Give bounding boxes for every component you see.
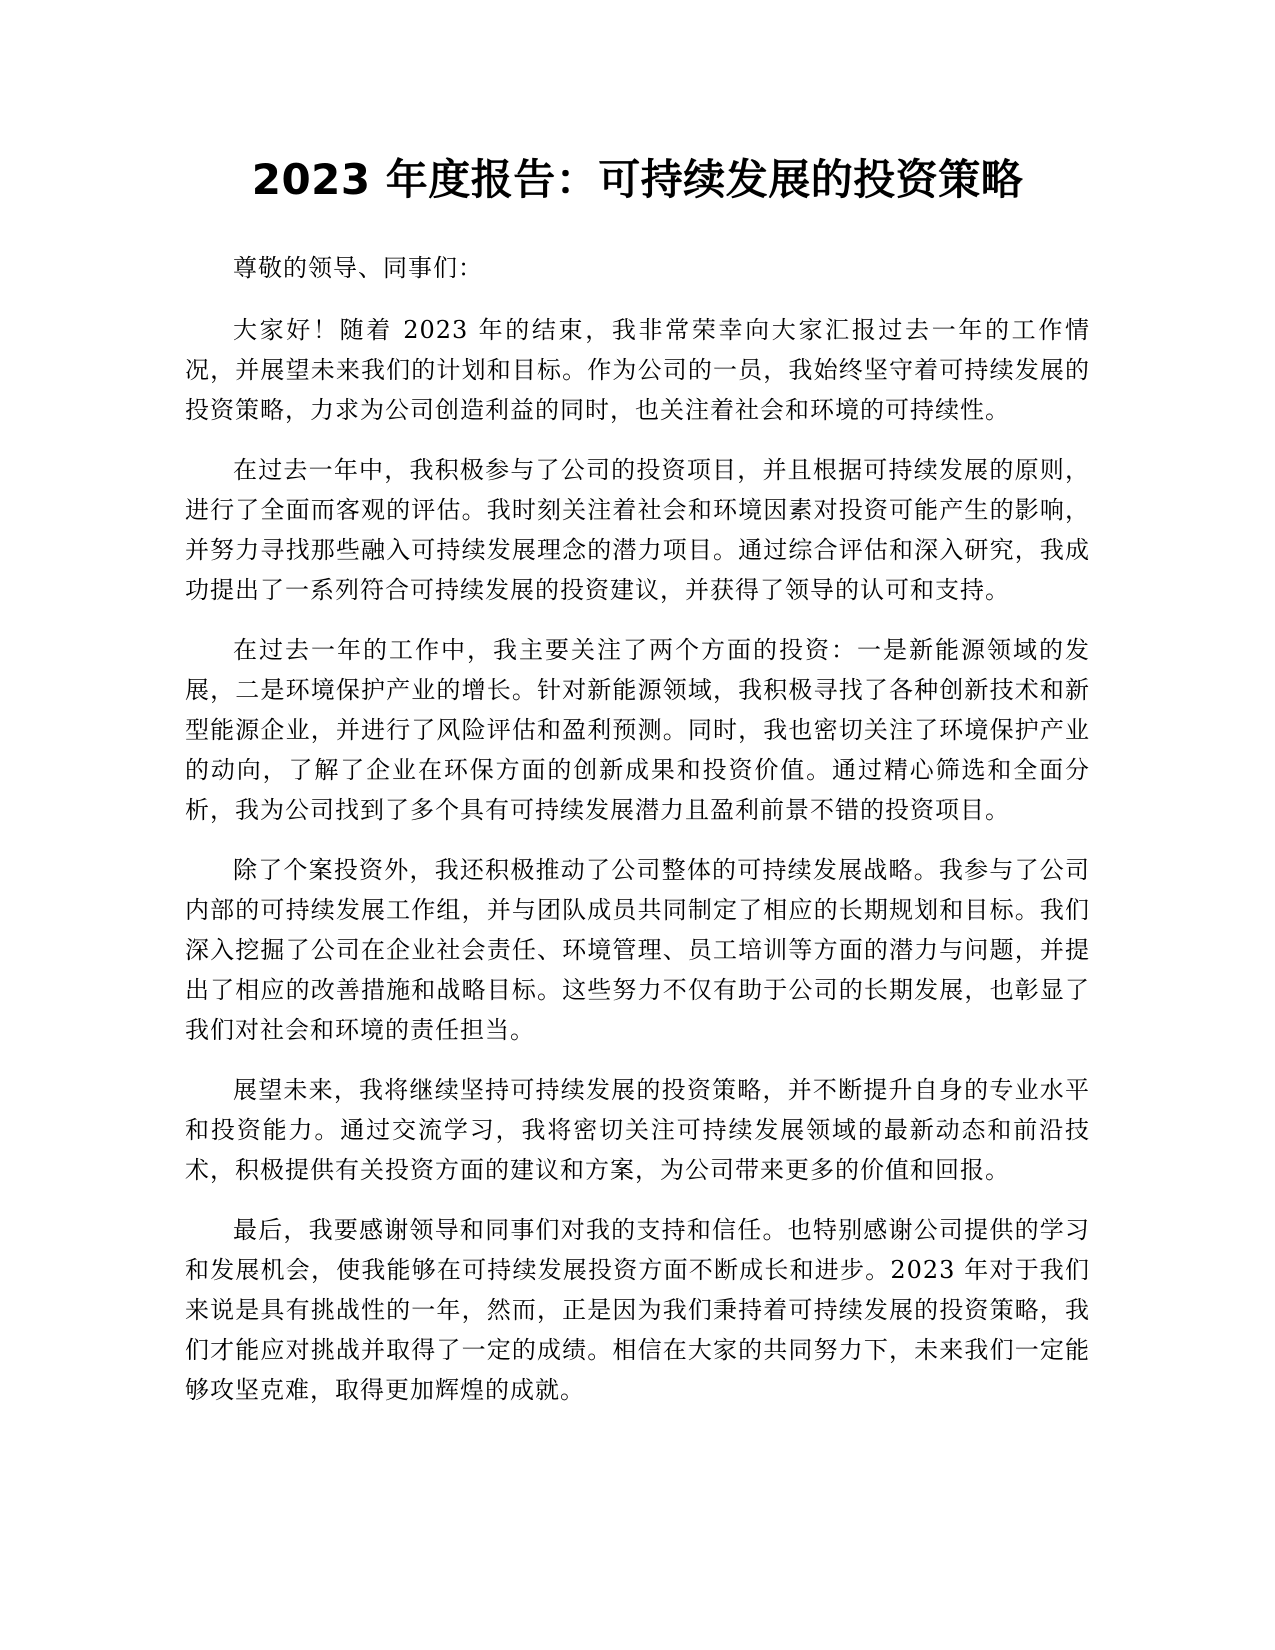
paragraph-4: 除了个案投资外，我还积极推动了公司整体的可持续发展战略。我参与了公司内部的可持续发展工作组，并与团队成员共同制定了相应的长期规划和目标。我们深入挖掘了公司在企业社会责任、环境管理、员工培训等方面的潜力与问题，并提出了相应的改善措施和战略目标。这些努力不仅有助于公司的长期发展，也彰显了我们对社会和环境的责任担当。 [185, 856, 1090, 1044]
document-title: 2023 年度报告：可持续发展的投资策略 [251, 155, 1024, 204]
paragraph-5: 展望未来，我将继续坚持可持续发展的投资策略，并不断提升自身的专业水平和投资能力。通过交流学习，我将密切关注可持续发展领域的最新动态和前沿技术，积极提供有关投资方面的建议和方案，为公司带来更多的价值和回报。 [185, 1076, 1090, 1184]
salutation: 尊敬的领导、同事们： [233, 254, 483, 282]
paragraph-2: 在过去一年中，我积极参与了公司的投资项目，并且根据可持续发展的原则，进行了全面而客观的评估。我时刻关注着社会和环境因素对投资可能产生的影响，并努力寻找那些融入可持续发展理念的潜力项目。通过综合评估和深入研究，我成功提出了一系列符合可持续发展的投资建议，并获得了领导的认可和支持。 [185, 456, 1090, 604]
paragraph-6: 最后，我要感谢领导和同事们对我的支持和信任。也特别感谢公司提供的学习和发展机会，使我能够在可持续发展投资方面不断成长和进步。2023 年对于我们来说是具有挑战性的一年，然而，正是因为我们秉持着可持续发展的投资策略，我们才能应对挑战并取得了一定的成绩。相信在大家的共同努力下，未来我们一定能够攻坚克难，取得更加辉煌的成就。 [185, 1216, 1090, 1404]
document-body [185, 248, 1090, 1430]
paragraph-1: 大家好！随着 2023 年的结束，我非常荣幸向大家汇报过去一年的工作情况，并展望未来我们的计划和目标。作为公司的一员，我始终坚守着可持续发展的投资策略，力求为公司创造利益的同时，也关注着社会和环境的可持续性。 [185, 316, 1090, 424]
paragraph-3: 在过去一年的工作中，我主要关注了两个方面的投资：一是新能源领域的发展，二是环境保护产业的增长。针对新能源领域，我积极寻找了各种创新技术和新型能源企业，并进行了风险评估和盈利预测。同时，我也密切关注了环境保护产业的动向，了解了企业在环保方面的创新成果和投资价值。通过精心筛选和全面分析，我为公司找到了多个具有可持续发展潜力且盈利前景不错的投资项目。 [185, 636, 1090, 824]
